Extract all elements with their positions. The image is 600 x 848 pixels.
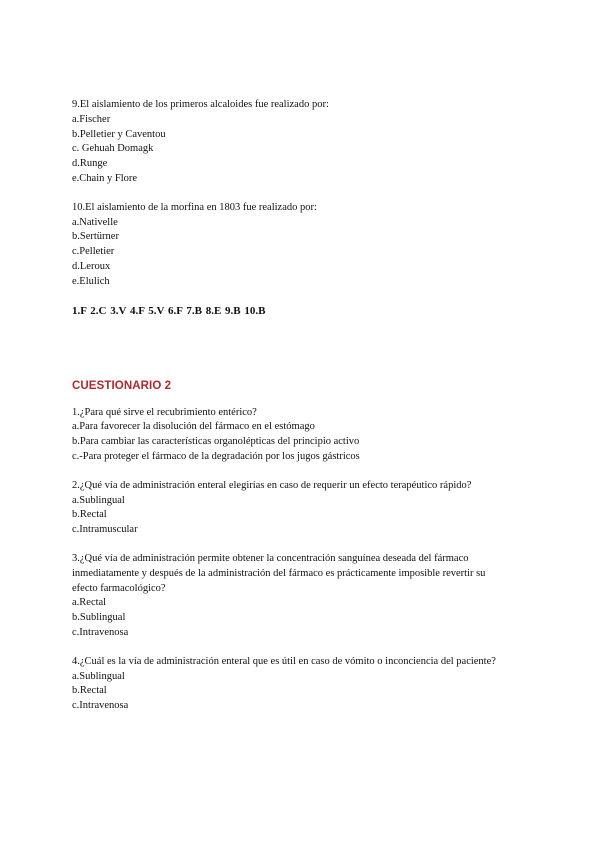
question-text: 4.¿Cuál es la vía de administración enteral que es útil en caso de vómito o inconciencia del paciente?: [72, 655, 496, 667]
question-10: [72, 201, 542, 290]
option: c.-Para proteger el fármaco de la degradación por los jugos gástricos: [72, 450, 360, 462]
question-text: 10.El aislamiento de la morfina en 1803 fue realizado por:: [72, 201, 317, 213]
question-4: [72, 655, 542, 714]
question-text: 1.¿Para qué sirve el recubrimiento entérico?: [72, 406, 257, 418]
option: a.Para favorecer la disolución del fármaco en el estómago: [72, 421, 315, 433]
option: a.Sublingual: [72, 670, 125, 682]
question-text-line: efecto farmacológico?: [72, 582, 166, 594]
option: e.Elulich: [72, 275, 110, 287]
question-text: 9.El aislamiento de los primeros alcaloides fue realizado por:: [72, 99, 329, 110]
document-page: [72, 98, 542, 728]
option: a.Fischer: [72, 113, 111, 125]
answer-key: 1.F 2.C 3.V 4.F 5.V 6.F 7.B 8.E 9.B 10.B: [72, 304, 266, 317]
option: b.Rectal: [72, 509, 107, 521]
option: e.Chain y Flore: [72, 172, 138, 184]
question-text: 2.¿Qué vía de administración enteral elegirías en caso de requerir un efecto terapéutico rápido?: [72, 479, 472, 491]
option: a.Nativelle: [72, 216, 118, 228]
option: c.Pelletier: [72, 246, 115, 258]
option: c.Intravenosa: [72, 700, 129, 712]
section-heading: CUESTIONARIO 2: [72, 379, 172, 392]
question-1: [72, 406, 542, 465]
option: b.Sertürner: [72, 231, 119, 243]
option: b.Sublingual: [72, 612, 126, 624]
question-2: [72, 479, 542, 538]
option: c. Gehuah Domagk: [72, 143, 154, 155]
question-3: [72, 552, 542, 641]
option: a.Sublingual: [72, 494, 125, 506]
option: b.Rectal: [72, 685, 107, 697]
option: a.Rectal: [72, 597, 107, 609]
option: d.Leroux: [72, 260, 111, 272]
option: b.Pelletier y Caventou: [72, 128, 166, 140]
option: d.Runge: [72, 158, 108, 170]
question-text-line: inmediatamente y después de la administración del fármaco es prácticamente imposible revertir su: [72, 567, 486, 579]
question-text-line: 3.¿Qué vía de administración permite obtener la concentración sanguínea deseada del fármaco: [72, 552, 469, 564]
option: c.Intravenosa: [72, 626, 129, 638]
option: b.Para cambiar las características organolépticas del principio activo: [72, 436, 360, 448]
option: c.Intramuscular: [72, 524, 138, 536]
question-9: [72, 98, 542, 187]
